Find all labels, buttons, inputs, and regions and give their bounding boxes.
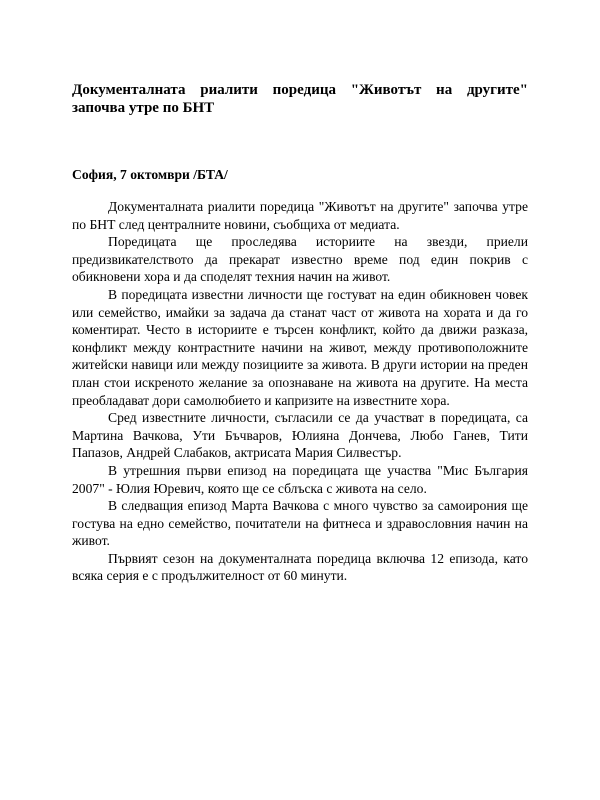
article-paragraph: В поредицата известни личности ще гостуват на един обикновен човек или семейство, имайки за задача да станат част от живота на хората и да го коментират. Често в историите е търсен конфликт, който да движи разказа, конфликт между контрастните начини на живот, между противоположните житейски навици или между позициите за живота. В други истории на преден план стои искреното желание за опознаване на живота на другите. На места преобладават дори самолюбието и капризите на известните хора. — [72, 286, 528, 408]
article-paragraph: В утрешния първи епизод на поредицата ще участва "Мис България 2007" - Юлия Юревич, която ще се сблъска с живота на село. — [72, 462, 528, 496]
article-paragraph: Първият сезон на документалната поредица включва 12 епизода, като всяка серия е с продължителност от 60 минути. — [72, 550, 528, 584]
article-body — [72, 198, 528, 585]
document-page — [72, 81, 528, 585]
article-paragraph: Поредицата ще проследява историите на звезди, приели предизвикателството да прекарат известно време под един покрив с обикновени хора и да споделят техния начин на живот. — [72, 234, 528, 285]
article-paragraph: В следващия епизод Марта Вачкова с много чувство за самоирония ще гостува на едно семейство, почитатели на фитнеса и здравословния начин на живот. — [72, 498, 528, 549]
article-paragraph: Документалната риалити поредица "Животът на другите" започва утре по БНТ след централните новини, съобщиха от медиата. — [72, 199, 528, 232]
article-title: Документалната риалити поредица "Животът на другите" започва утре по БНТ — [72, 82, 528, 116]
article-dateline: София, 7 октомври /БТА/ — [72, 167, 228, 182]
article-paragraph: Сред известните личности, съгласили се да участват в поредицата, са Мартина Вачкова, Ути Бъчваров, Юлияна Дончева, Любо Ганев, Тити Папазов, Андрей Слабаков, актрисата Мария Силвестър. — [72, 410, 528, 461]
